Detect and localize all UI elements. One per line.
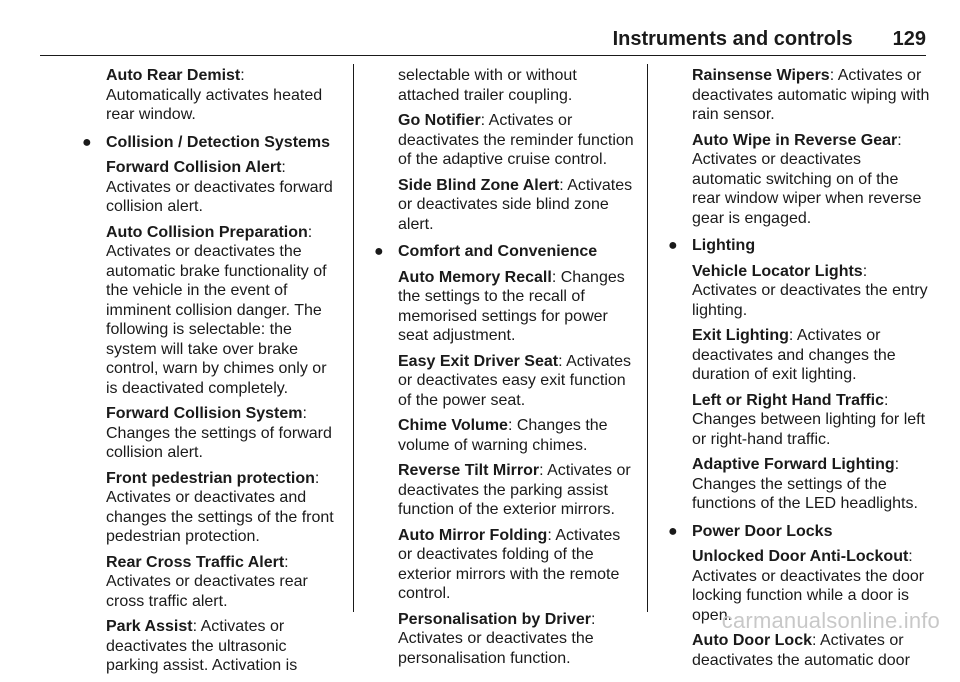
entry-left-right-hand-traffic xyxy=(692,391,930,450)
entry-personalisation-by-driver xyxy=(398,610,638,669)
entry-front-pedestrian-protection xyxy=(106,469,342,547)
entry-rainsense-wipers xyxy=(692,66,930,125)
entry-reverse-tilt-mirror xyxy=(398,461,638,520)
entry-text: : Changes the settings of forward collision alert. xyxy=(106,405,332,461)
entry-side-blind-zone-alert xyxy=(398,176,638,235)
entry-text: : Activates or deactivates and changes the duration of exit lighting. xyxy=(692,327,896,383)
entry-text: : Changes the settings of the functions of the LED headlights. xyxy=(692,456,918,512)
entry-park-assist xyxy=(106,617,342,676)
entry-text: : Activates or deactivates rear cross traffic alert. xyxy=(106,553,308,610)
column-3 xyxy=(668,66,930,676)
section-heading-text: Power Door Locks xyxy=(692,522,833,540)
entry-term: Chime Volume xyxy=(398,417,508,434)
entry-text: : Activates or deactivates the door locking function while a door is open. xyxy=(692,548,925,624)
entry-text: : Activates or deactivates easy exit function of the power seat. xyxy=(398,352,632,409)
section-heading-text: Comfort and Convenience xyxy=(398,243,598,260)
entry-term: Auto Memory Recall xyxy=(398,268,552,286)
section-heading-text: Collision / Detection Systems xyxy=(106,133,331,151)
section-heading-comfort xyxy=(374,242,638,262)
bullet-icon: ● xyxy=(668,237,678,254)
entry-term: Left or Right Hand Traffic xyxy=(692,391,884,409)
entry-text: : Activates or deactivates automatic switching on of the rear window wiper when reverse gear is engaged. xyxy=(692,131,922,227)
section-heading-collision xyxy=(82,133,342,153)
entry-term: Personalisation by Driver xyxy=(398,610,591,628)
entry-text: : Activates or deactivates the reminder function of the adaptive cruise control. xyxy=(398,112,634,168)
entry-text: : Activates or deactivates side blind zone alert. xyxy=(398,176,633,233)
entry-chime-volume xyxy=(398,416,638,455)
entry-text: : Changes the settings to the recall of memorised settings for power seat adjustment. xyxy=(398,268,625,344)
page-number: 129 xyxy=(892,28,926,50)
entry-adaptive-forward-lighting xyxy=(692,455,930,514)
entry-text: : Activates or deactivates the parking assist function of the exterior mirrors. xyxy=(398,462,631,518)
entry-text: : Changes the volume of warning chimes. xyxy=(398,417,608,454)
entry-term: Reverse Tilt Mirror xyxy=(398,462,540,479)
section-heading-lighting xyxy=(668,236,930,256)
entry-term: Auto Door Lock xyxy=(692,632,812,649)
entry-text: : Activates or deactivates the personalisation function. xyxy=(398,610,596,667)
entry-term: Forward Collision System xyxy=(106,405,303,422)
bullet-icon: ● xyxy=(374,243,384,260)
column-divider-1 xyxy=(353,64,354,612)
entry-term: Auto Mirror Folding xyxy=(398,526,548,544)
bullet-icon: ● xyxy=(668,522,678,540)
entry-text: : Activates or deactivates the automatic door xyxy=(692,632,910,669)
entry-auto-rear-demist xyxy=(106,66,342,125)
entry-auto-door-lock xyxy=(692,631,930,670)
entry-term: Go Notifier xyxy=(398,112,481,129)
entry-term: Park Assist xyxy=(106,618,193,635)
entry-forward-collision-alert xyxy=(106,158,342,217)
entry-vehicle-locator-lights xyxy=(692,262,930,321)
entry-text: : Activates or deactivates the automatic brake functionality of the vehicle in the event of imminent collision danger. The following is selectable: the system will take over brake control, warn by chimes only or is deactivated completely. xyxy=(106,223,327,397)
column-1 xyxy=(82,66,342,682)
entry-text: : Activates or deactivates the entry lighting. xyxy=(692,262,928,319)
entry-auto-mirror-folding xyxy=(398,526,638,604)
entry-text: : Automatically activates heated rear window. xyxy=(106,67,323,123)
bullet-icon: ● xyxy=(82,133,92,151)
entry-term: Forward Collision Alert xyxy=(106,159,282,176)
entry-term: Rear Cross Traffic Alert xyxy=(106,553,285,571)
section-heading-text: Lighting xyxy=(692,237,756,254)
page-title: Instruments and controls xyxy=(612,28,853,50)
entry-go-notifier xyxy=(398,111,638,170)
entry-text: selectable with or without attached trailer coupling. xyxy=(398,67,577,104)
entry-term: Auto Collision Preparation xyxy=(106,223,308,241)
entry-term: Exit Lighting xyxy=(692,327,789,344)
entry-rear-cross-traffic-alert xyxy=(106,553,342,612)
page-header xyxy=(613,28,926,51)
entry-term: Easy Exit Driver Seat xyxy=(398,352,559,370)
entry-easy-exit-driver-seat xyxy=(398,352,638,411)
entry-term: Auto Wipe in Reverse Gear xyxy=(692,131,898,149)
entry-exit-lighting xyxy=(692,326,930,385)
entry-forward-collision-system xyxy=(106,404,342,463)
entry-text: : Activates or deactivates forward collision alert. xyxy=(106,159,333,215)
entry-text: : Activates or deactivates automatic wiping with rain sensor. xyxy=(692,67,930,123)
entry-auto-memory-recall xyxy=(398,268,638,346)
entry-term: Side Blind Zone Alert xyxy=(398,176,560,194)
section-heading-power-door-locks xyxy=(668,522,930,542)
entry-term: Auto Rear Demist xyxy=(106,67,241,84)
entry-auto-wipe-reverse xyxy=(692,131,930,229)
watermark: carmanualsonline.info xyxy=(721,608,940,633)
header-divider xyxy=(40,55,926,56)
entry-text: : Activates or deactivates folding of the exterior mirrors with the remote control. xyxy=(398,526,621,602)
entry-text: : Activates or deactivates the ultrasonic parking assist. Activation is xyxy=(106,618,298,674)
entry-continuation xyxy=(398,66,638,105)
entry-term: Front pedestrian protection xyxy=(106,469,315,487)
column-divider-2 xyxy=(647,64,648,612)
entry-text: : Changes between lighting for left or right-hand traffic. xyxy=(692,391,926,448)
column-2 xyxy=(374,66,638,674)
entry-term: Rainsense Wipers xyxy=(692,67,830,84)
entry-auto-collision-preparation xyxy=(106,223,342,399)
entry-term: Unlocked Door Anti-Lockout xyxy=(692,548,909,565)
entry-term: Adaptive Forward Lighting xyxy=(692,456,895,473)
entry-term: Vehicle Locator Lights xyxy=(692,262,863,280)
entry-text: : Activates or deactivates and changes the settings of the front pedestrian protection. xyxy=(106,469,334,545)
